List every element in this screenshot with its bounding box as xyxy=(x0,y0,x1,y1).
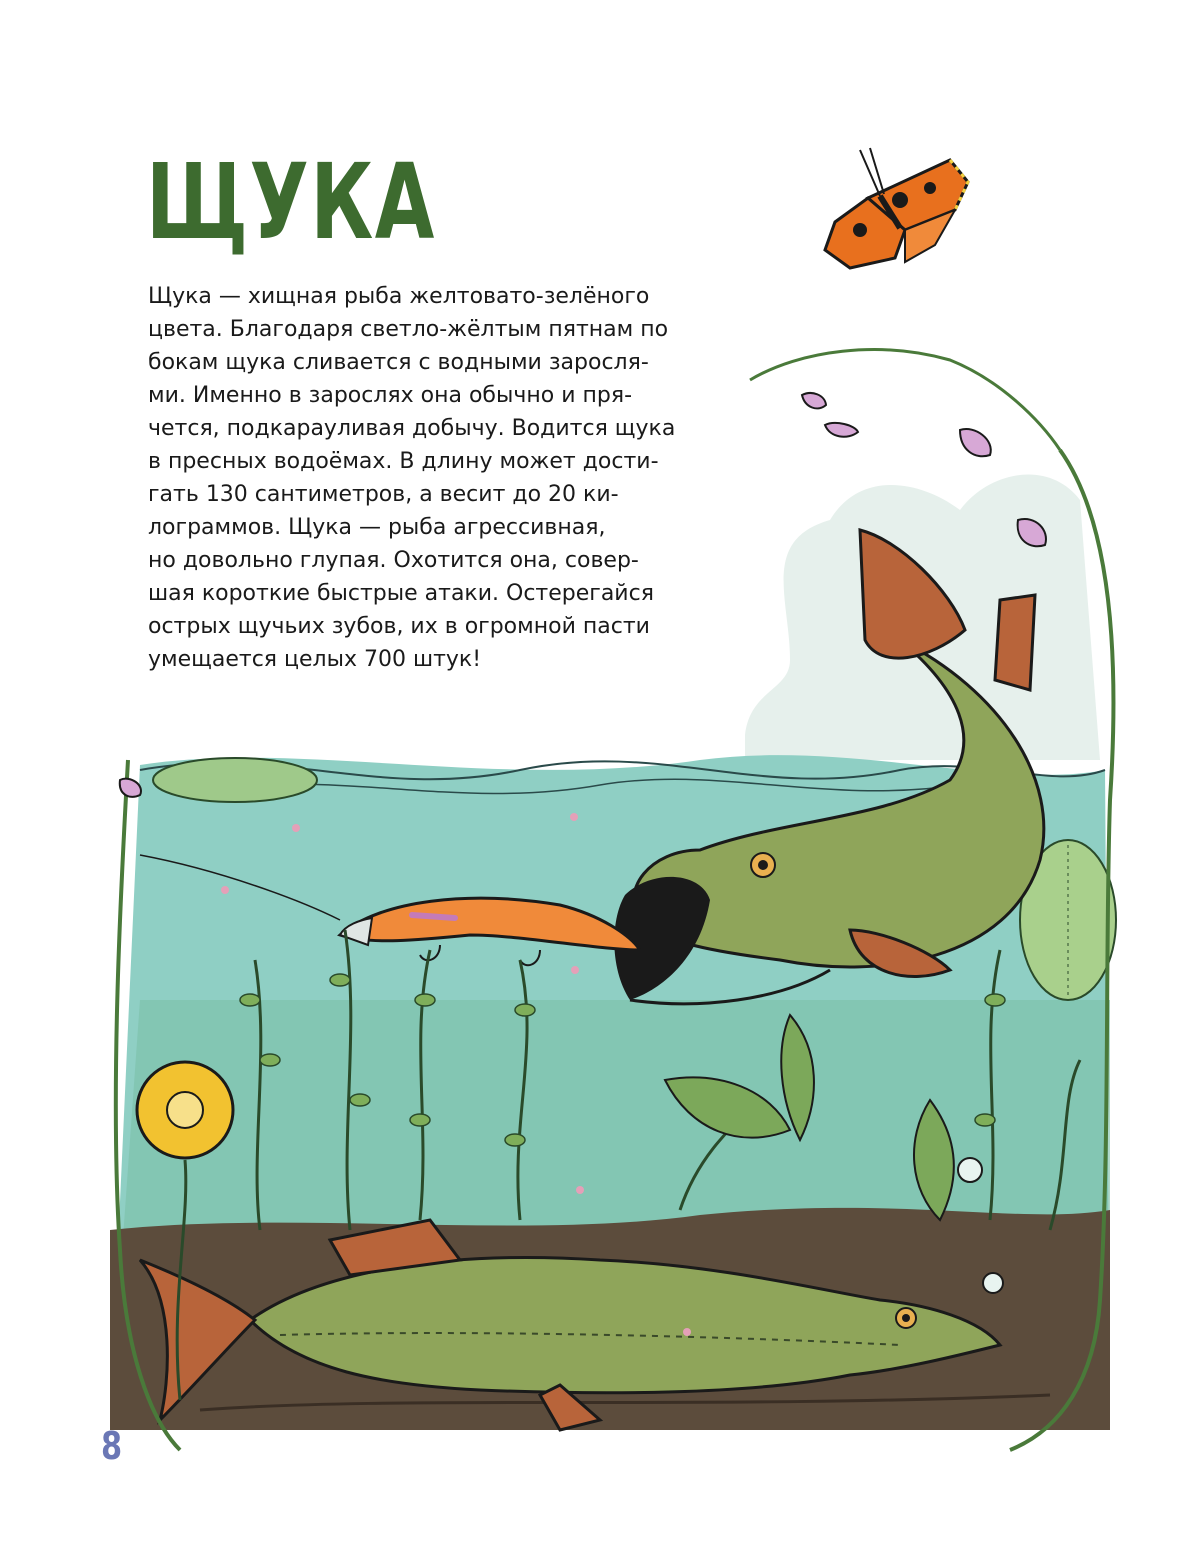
paragraph-line: лограммов. Щука — рыба агрессивная, xyxy=(148,515,606,540)
paragraph-line: шая короткие быстрые атаки. Остерегайся xyxy=(148,581,654,606)
lily-pad xyxy=(153,758,317,802)
paragraph-line: в пресных водоёмах. В длину может дости- xyxy=(148,449,659,474)
paragraph-line: острых щучьих зубов, их в огромной пасти xyxy=(148,614,650,639)
page-title: ЩУКА xyxy=(146,141,436,263)
paragraph-line: но довольно глупая. Охотится она, совер- xyxy=(148,548,639,573)
paragraph-line: Щука — хищная рыба желтовато-зелёного xyxy=(148,284,650,309)
page-number: 8 xyxy=(101,1424,123,1468)
butterfly-icon xyxy=(825,148,968,268)
paragraph-line: гать 130 сантиметров, а весит до 20 ки- xyxy=(148,482,619,507)
paragraph-line: цвета. Благодаря светло-жёлтым пятнам по xyxy=(148,317,669,342)
paragraph-line: бокам щука сливается с водными заросля- xyxy=(148,350,649,375)
paragraph-line: умещается целых 700 штук! xyxy=(148,647,482,672)
paragraph-line: чется, подкарауливая добычу. Водится щука xyxy=(148,416,676,441)
paragraph-line: ми. Именно в зарослях она обычно и пря- xyxy=(148,383,633,408)
